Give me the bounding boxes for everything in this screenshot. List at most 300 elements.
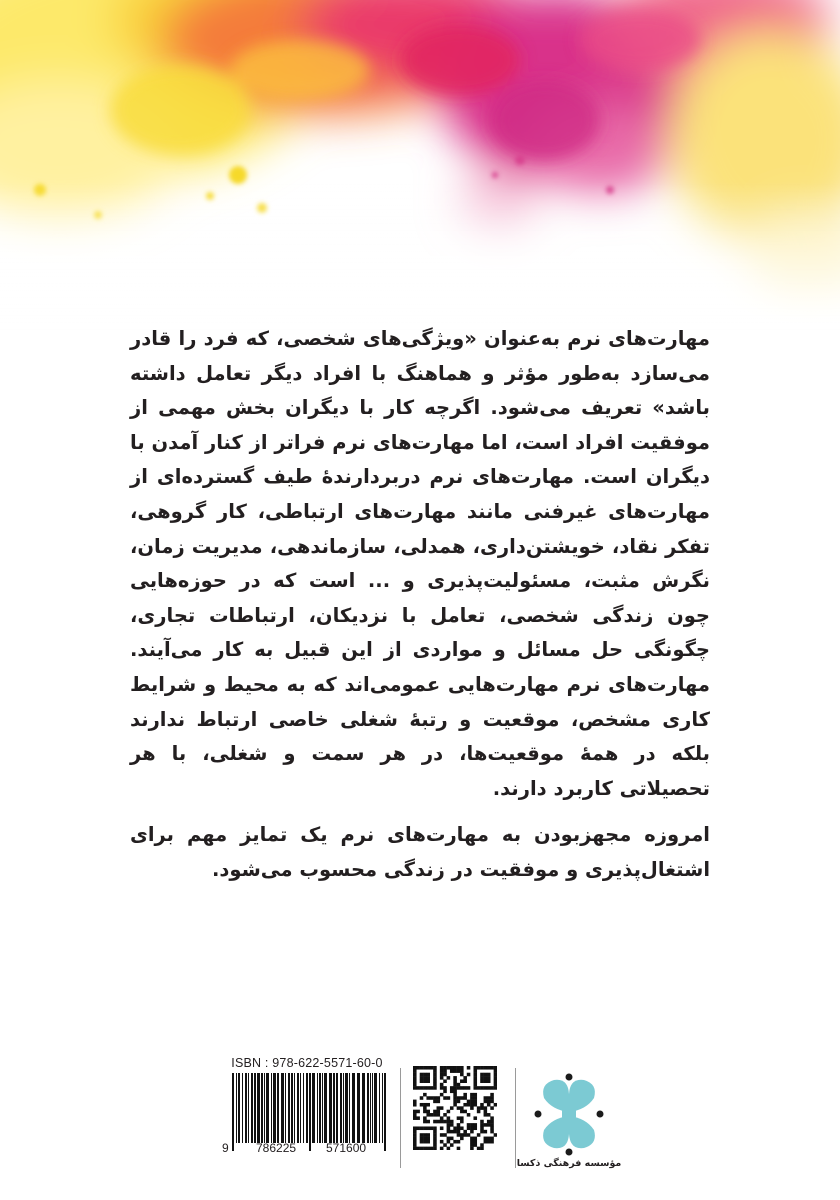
qr-module — [413, 1076, 417, 1080]
qr-module — [457, 1126, 461, 1130]
qr-module — [440, 1093, 444, 1097]
qr-module — [426, 1133, 430, 1137]
barcode-bar — [266, 1073, 269, 1143]
barcode-bar — [352, 1073, 355, 1143]
barcode-digits — [222, 1141, 392, 1155]
qr-module — [477, 1110, 481, 1114]
barcode-bar — [333, 1073, 335, 1143]
watercolor-splash-illustration — [0, 0, 840, 330]
qr-module — [490, 1123, 494, 1127]
barcode-bar — [329, 1073, 332, 1143]
qr-module — [473, 1100, 477, 1104]
qr-module — [413, 1103, 417, 1107]
qr-module — [453, 1066, 457, 1070]
qr-module — [494, 1103, 497, 1107]
qr-module — [443, 1143, 447, 1147]
qr-module — [423, 1106, 427, 1110]
qr-module — [433, 1079, 437, 1083]
qr-module — [433, 1113, 437, 1117]
isbn-block — [222, 1056, 392, 1153]
divider-left — [400, 1068, 401, 1168]
qr-module — [487, 1137, 491, 1141]
barcode-digit-left: 786225 — [256, 1141, 297, 1155]
barcode-bar — [277, 1073, 279, 1143]
qr-module — [420, 1147, 424, 1150]
qr-module — [430, 1147, 434, 1150]
qr-module — [457, 1147, 461, 1150]
qr-module — [420, 1140, 424, 1144]
qr-module — [484, 1073, 488, 1077]
qr-module — [443, 1079, 447, 1083]
qr-module — [480, 1086, 484, 1090]
qr-module — [494, 1076, 497, 1080]
qr-module — [416, 1066, 420, 1070]
qr-module — [457, 1116, 461, 1120]
qr-module — [470, 1093, 474, 1097]
qr-module — [467, 1133, 471, 1137]
qr-module — [433, 1100, 437, 1104]
barcode-bar — [242, 1073, 243, 1143]
qr-module — [423, 1086, 427, 1090]
qr-module — [416, 1116, 420, 1120]
qr-module — [420, 1133, 424, 1137]
qr-module — [433, 1137, 437, 1141]
qr-module — [437, 1120, 441, 1124]
barcode-bar — [271, 1073, 272, 1143]
qr-module — [440, 1073, 444, 1077]
qr-module — [430, 1113, 434, 1117]
qr-module — [477, 1106, 481, 1110]
barcode-digit-prefix: 9 — [222, 1141, 229, 1155]
barcode-bar — [324, 1073, 327, 1143]
qr-module — [460, 1073, 464, 1077]
qr-module — [447, 1096, 451, 1100]
qr-module — [460, 1086, 464, 1090]
qr-module — [443, 1073, 447, 1077]
qr-module — [484, 1096, 488, 1100]
barcode-bar — [285, 1073, 286, 1143]
qr-module — [490, 1130, 494, 1134]
qr-module — [423, 1076, 427, 1080]
qr-module — [453, 1090, 457, 1094]
qr-module — [440, 1116, 444, 1120]
barcode-bar — [232, 1073, 234, 1151]
qr-module — [426, 1113, 430, 1117]
qr-module — [440, 1086, 444, 1090]
qr-module — [413, 1100, 417, 1104]
qr-module — [440, 1147, 444, 1150]
qr-module — [490, 1106, 494, 1110]
qr-module — [494, 1133, 497, 1137]
qr-module — [430, 1096, 434, 1100]
qr-module — [450, 1130, 454, 1134]
barcode-bar — [281, 1073, 284, 1143]
qr-module — [433, 1133, 437, 1137]
qr-module — [420, 1066, 424, 1070]
qr-module — [480, 1066, 484, 1070]
qr-module — [473, 1143, 477, 1147]
qr-module — [453, 1086, 457, 1090]
qr-module — [457, 1133, 461, 1137]
qr-module — [423, 1120, 427, 1124]
qr-module — [416, 1126, 420, 1130]
qr-module — [470, 1126, 474, 1130]
qr-module — [467, 1103, 471, 1107]
qr-module — [437, 1106, 441, 1110]
qr-module — [443, 1120, 447, 1124]
qr-module — [423, 1103, 427, 1107]
qr-module — [484, 1106, 488, 1110]
qr-module — [473, 1086, 477, 1090]
qr-module — [480, 1079, 484, 1083]
barcode-bar — [238, 1073, 240, 1143]
qr-module — [477, 1066, 481, 1070]
qr-module — [487, 1103, 491, 1107]
qr-module — [470, 1100, 474, 1104]
qr-module — [457, 1069, 461, 1073]
qr-module — [460, 1066, 464, 1070]
qr-module — [473, 1096, 477, 1100]
qr-module — [490, 1066, 494, 1070]
qr-module — [494, 1073, 497, 1077]
qr-module — [494, 1066, 497, 1070]
qr-module — [473, 1083, 477, 1087]
qr-module — [440, 1076, 444, 1080]
qr-module — [433, 1073, 437, 1077]
qr-module — [487, 1096, 491, 1100]
barcode-bar — [372, 1073, 373, 1143]
qr-module — [450, 1143, 454, 1147]
qr-module — [450, 1086, 454, 1090]
qr-module — [470, 1140, 474, 1144]
qr-module — [487, 1086, 491, 1090]
qr-module — [420, 1103, 424, 1107]
qr-module — [467, 1073, 471, 1077]
barcode-bar — [379, 1073, 380, 1143]
qr-module — [426, 1120, 430, 1124]
qr-module — [490, 1086, 494, 1090]
qr-module — [473, 1076, 477, 1080]
barcode-bar — [303, 1073, 304, 1143]
barcode-bar — [317, 1073, 318, 1143]
qr-module — [477, 1147, 481, 1150]
qr-module — [420, 1073, 424, 1077]
paragraph-1: مهارت‌های نرم به‌عنوان «ویژگی‌های شخصی، که فرد را قادر می‌سازد به‌طور مؤثر و هماهنگ با افراد دیگر تعامل داشته باشد» تعریف می‌شود. اگرچه کار با دیگران بخش مهمی از موفقیت افراد است، اما مهارت‌های نرم فراتر از کنار آمدن با دیگران است. مهارت‌های نرم دربردارندهٔ طیف گسترده‌ای از مهارت‌های غیرفنی مانند مهارت‌های ارتباطی، کار گروهی، تفکر نقاد، خویشتن‌داری، همدلی، سازماندهی، مدیریت زمان، نگرش مثبت، مسئولیت‌پذیری و ... است که در حوزه‌هایی چون زندگی شخصی، تعامل با نزدیکان، ارتباطات تجاری، چگونگی حل مسائل و مواردی از این قبیل به کار می‌آیند. مهارت‌های نرم مهارت‌هایی عمومی‌اند که به محیط و شرایط کاری مشخص، موقعیت و رتبهٔ شغلی خاصی ارتباط ندارند بلکه در همهٔ موقعیت‌ها، در هر سمت و شغلی، با هر تحصیلاتی کاربرد دارند. — [130, 327, 710, 800]
barcode-bar — [236, 1073, 237, 1143]
barcode-bar — [306, 1073, 308, 1143]
qr-module — [487, 1066, 491, 1070]
qr-module — [420, 1126, 424, 1130]
qr-module — [480, 1120, 484, 1124]
qr-module — [470, 1130, 474, 1134]
qr-module — [426, 1147, 430, 1150]
paragraph-2: امروزه مجهزبودن به مهارت‌های نرم یک تمایز مهم برای اشتغال‌پذیری و موفقیت در زندگی محسوب می‌شود. — [130, 823, 710, 881]
qr-module — [484, 1140, 488, 1144]
barcode-bar — [297, 1073, 299, 1143]
qr-module — [413, 1126, 417, 1130]
qr-module — [463, 1076, 467, 1080]
qr-module — [423, 1110, 427, 1114]
publisher-name: مؤسسه فرهنگی ذکسا — [516, 1158, 622, 1169]
qr-module — [490, 1120, 494, 1124]
barcode-bar — [257, 1073, 260, 1143]
qr-module — [453, 1103, 457, 1107]
qr-module — [484, 1086, 488, 1090]
qr-module — [487, 1140, 491, 1144]
qr-module — [484, 1137, 488, 1141]
qr-module — [473, 1116, 477, 1120]
qr-module — [457, 1086, 461, 1090]
qr-module — [413, 1113, 417, 1117]
barcode-bar — [367, 1073, 369, 1143]
qr-module — [413, 1116, 417, 1120]
qr-module — [426, 1103, 430, 1107]
qr-module — [447, 1147, 451, 1150]
barcode-bar — [309, 1073, 311, 1151]
qr-module — [433, 1126, 437, 1130]
qr-module — [433, 1120, 437, 1124]
qr-module — [467, 1123, 471, 1127]
qr-module — [490, 1126, 494, 1130]
qr-module — [484, 1130, 488, 1134]
qr-module — [494, 1086, 497, 1090]
qr-module — [433, 1083, 437, 1087]
qr-module — [473, 1126, 477, 1130]
qr-module — [426, 1066, 430, 1070]
qr-module — [443, 1113, 447, 1117]
qr-module — [433, 1076, 437, 1080]
qr-module — [460, 1069, 464, 1073]
back-cover-text — [130, 322, 710, 900]
qr-module — [490, 1100, 494, 1104]
qr-module — [490, 1096, 494, 1100]
qr-module — [443, 1133, 447, 1137]
qr-module — [426, 1096, 430, 1100]
divider-right — [515, 1068, 516, 1168]
qr-module — [467, 1100, 471, 1104]
qr-code — [413, 1066, 497, 1150]
qr-module — [470, 1137, 474, 1141]
qr-module — [463, 1093, 467, 1097]
qr-module — [413, 1073, 417, 1077]
qr-module — [453, 1126, 457, 1130]
qr-module — [480, 1143, 484, 1147]
qr-module — [457, 1100, 461, 1104]
qr-module — [440, 1083, 444, 1087]
qr-module — [480, 1123, 484, 1127]
barcode-bar — [319, 1073, 321, 1143]
qr-module — [467, 1066, 471, 1070]
qr-module — [423, 1133, 427, 1137]
qr-module — [413, 1130, 417, 1134]
qr-module — [494, 1069, 497, 1073]
barcode-bar — [345, 1073, 348, 1143]
qr-module — [430, 1126, 434, 1130]
qr-module — [460, 1110, 464, 1114]
qr-module — [437, 1096, 441, 1100]
qr-module — [443, 1096, 447, 1100]
qr-module — [440, 1126, 444, 1130]
qr-module — [473, 1093, 477, 1097]
qr-module — [447, 1126, 451, 1130]
barcode-bar — [357, 1073, 360, 1143]
qr-module — [413, 1086, 417, 1090]
qr-module — [477, 1086, 481, 1090]
qr-module — [413, 1079, 417, 1083]
qr-module — [490, 1116, 494, 1120]
qr-module — [460, 1106, 464, 1110]
qr-module — [447, 1123, 451, 1127]
qr-module — [473, 1137, 477, 1141]
qr-module — [453, 1083, 457, 1087]
qr-module — [413, 1143, 417, 1147]
qr-module — [433, 1096, 437, 1100]
qr-module — [413, 1137, 417, 1141]
qr-module — [430, 1086, 434, 1090]
qr-module — [484, 1066, 488, 1070]
qr-module — [433, 1066, 437, 1070]
qr-module — [413, 1069, 417, 1073]
qr-module — [413, 1140, 417, 1144]
qr-module — [470, 1106, 474, 1110]
qr-module — [416, 1147, 420, 1150]
qr-module — [426, 1110, 430, 1114]
qr-module — [447, 1120, 451, 1124]
qr-module — [480, 1103, 484, 1107]
qr-module — [443, 1066, 447, 1070]
qr-module — [473, 1123, 477, 1127]
qr-module — [440, 1106, 444, 1110]
qr-module — [430, 1066, 434, 1070]
qr-module — [470, 1147, 474, 1150]
qr-module — [437, 1110, 441, 1114]
qr-module — [433, 1110, 437, 1114]
qr-module — [473, 1140, 477, 1144]
qr-module — [450, 1137, 454, 1141]
barcode-bar — [261, 1073, 263, 1143]
qr-module — [423, 1073, 427, 1077]
qr-module — [433, 1140, 437, 1144]
qr-module — [450, 1069, 454, 1073]
qr-module — [460, 1133, 464, 1137]
qr-module — [426, 1086, 430, 1090]
qr-module — [450, 1106, 454, 1110]
qr-module — [450, 1123, 454, 1127]
qr-module — [473, 1073, 477, 1077]
qr-module — [420, 1086, 424, 1090]
qr-module — [443, 1086, 447, 1090]
qr-module — [426, 1126, 430, 1130]
qr-module — [437, 1100, 441, 1104]
qr-module — [470, 1123, 474, 1127]
qr-module — [457, 1140, 461, 1144]
qr-module — [453, 1076, 457, 1080]
qr-module — [443, 1090, 447, 1094]
barcode-bar — [322, 1073, 323, 1143]
qr-module — [487, 1113, 491, 1117]
qr-module — [450, 1066, 454, 1070]
qr-module — [463, 1133, 467, 1137]
qr-module — [457, 1066, 461, 1070]
qr-module — [453, 1100, 457, 1104]
qr-module — [433, 1143, 437, 1147]
qr-module — [443, 1069, 447, 1073]
qr-module — [460, 1126, 464, 1130]
qr-module — [470, 1143, 474, 1147]
qr-module — [480, 1147, 484, 1150]
qr-module — [467, 1126, 471, 1130]
qr-module — [420, 1079, 424, 1083]
barcode-bar — [254, 1073, 256, 1143]
qr-module — [447, 1116, 451, 1120]
qr-module — [423, 1093, 427, 1097]
qr-module — [440, 1133, 444, 1137]
qr-module — [426, 1137, 430, 1141]
qr-module — [480, 1106, 484, 1110]
qr-module — [447, 1066, 451, 1070]
qr-module — [494, 1079, 497, 1083]
qr-module — [440, 1066, 444, 1070]
qr-module — [460, 1137, 464, 1141]
barcode-bar — [374, 1073, 377, 1143]
qr-module — [420, 1096, 424, 1100]
qr-module — [437, 1113, 441, 1117]
qr-module — [463, 1079, 467, 1083]
qr-module — [423, 1137, 427, 1141]
footer — [0, 1050, 840, 1200]
barcode-bar — [384, 1073, 386, 1151]
qr-module — [440, 1069, 444, 1073]
qr-module — [453, 1069, 457, 1073]
qr-module — [460, 1116, 464, 1120]
qr-module — [450, 1120, 454, 1124]
publisher-logo-icon — [532, 1070, 606, 1160]
qr-module — [473, 1066, 477, 1070]
qr-module — [463, 1110, 467, 1114]
qr-module — [447, 1140, 451, 1144]
qr-module — [453, 1079, 457, 1083]
qr-module — [416, 1110, 420, 1114]
qr-module — [484, 1123, 488, 1127]
qr-module — [453, 1140, 457, 1144]
qr-module — [433, 1147, 437, 1150]
qr-module — [433, 1130, 437, 1134]
qr-module — [487, 1073, 491, 1077]
qr-module — [413, 1066, 417, 1070]
qr-module — [473, 1079, 477, 1083]
barcode-digit-right: 571600 — [326, 1141, 367, 1155]
qr-module — [484, 1079, 488, 1083]
barcode-bar — [300, 1073, 301, 1143]
qr-module — [413, 1083, 417, 1087]
qr-module — [420, 1137, 424, 1141]
qr-module — [484, 1113, 488, 1117]
barcode-bar — [288, 1073, 290, 1143]
qr-module — [453, 1093, 457, 1097]
qr-module — [480, 1073, 484, 1077]
qr-module — [463, 1086, 467, 1090]
barcode-bar — [362, 1073, 365, 1143]
qr-module — [484, 1076, 488, 1080]
barcode-bar — [248, 1073, 249, 1143]
barcode-bar — [291, 1073, 293, 1143]
barcode-bar — [264, 1073, 265, 1143]
qr-module — [440, 1140, 444, 1144]
qr-module — [447, 1137, 451, 1141]
qr-module — [423, 1079, 427, 1083]
qr-module — [473, 1103, 477, 1107]
barcode-bar — [370, 1073, 371, 1143]
